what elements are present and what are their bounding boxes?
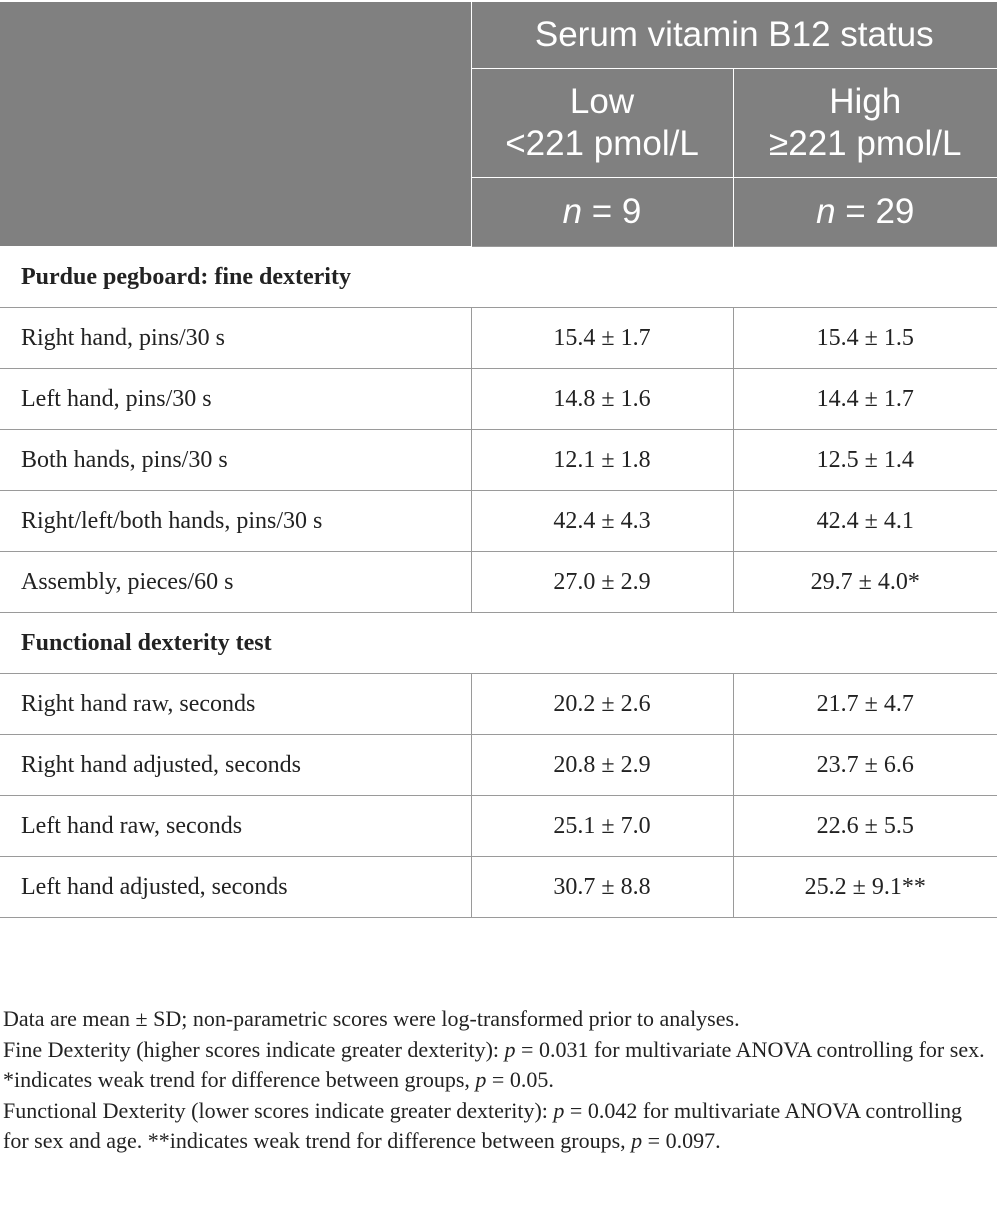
table-row <box>0 735 997 796</box>
column-low-n <box>471 178 733 247</box>
row-label: Left hand raw, seconds <box>0 796 471 857</box>
n-value: = 9 <box>582 192 642 231</box>
results-table <box>0 2 997 918</box>
group-header: Serum vitamin B12 status <box>471 2 997 69</box>
column-high-n <box>733 178 997 247</box>
table-row <box>0 857 997 918</box>
column-low-range: <221 pmol/L <box>505 124 699 163</box>
row-label: Both hands, pins/30 s <box>0 430 471 491</box>
high-value: 23.7 ± 6.6 <box>733 735 997 796</box>
low-value: 20.8 ± 2.9 <box>471 735 733 796</box>
column-high-name: High <box>829 82 902 121</box>
low-value: 15.4 ± 1.7 <box>471 308 733 369</box>
low-value: 12.1 ± 1.8 <box>471 430 733 491</box>
low-value: 30.7 ± 8.8 <box>471 857 733 918</box>
row-label: Right/left/both hands, pins/30 s <box>0 491 471 552</box>
footnote-fine-dexterity: Fine Dexterity (higher scores indicate greater dexterity): p = 0.031 for multivariate ANOVA controlling for sex. *indicates weak trend for difference between groups, p = 0.05. <box>3 1036 985 1093</box>
table-row <box>0 552 997 613</box>
n-symbol: n <box>562 192 583 231</box>
high-value: 25.2 ± 9.1** <box>733 857 997 918</box>
footnote-functional-dexterity: Functional Dexterity (lower scores indicate greater dexterity): p = 0.042 for multivariate ANOVA controlling for sex and age. **indicates weak trend for difference between groups, p = 0.097. <box>3 1097 962 1154</box>
row-label: Assembly, pieces/60 s <box>0 552 471 613</box>
section-title-functional-dexterity: Functional dexterity test <box>0 613 997 674</box>
table-row <box>0 674 997 735</box>
high-value: 21.7 ± 4.7 <box>733 674 997 735</box>
row-label: Right hand adjusted, seconds <box>0 735 471 796</box>
low-value: 14.8 ± 1.6 <box>471 369 733 430</box>
section-title-fine-dexterity: Purdue pegboard: fine dexterity <box>0 247 997 308</box>
high-value: 42.4 ± 4.1 <box>733 491 997 552</box>
high-value: 15.4 ± 1.5 <box>733 308 997 369</box>
table-row <box>0 430 997 491</box>
n-symbol: n <box>816 192 836 231</box>
high-value: 29.7 ± 4.0* <box>733 552 997 613</box>
row-label: Left hand adjusted, seconds <box>0 857 471 918</box>
table-row <box>0 369 997 430</box>
header-corner <box>0 2 471 247</box>
footnote-data-description: Data are mean ± SD; non-parametric scores were log-transformed prior to analyses. <box>3 1006 740 1031</box>
table-row <box>0 491 997 552</box>
section-row <box>0 613 997 674</box>
high-value: 12.5 ± 1.4 <box>733 430 997 491</box>
table-header <box>0 2 997 247</box>
table-row <box>0 308 997 369</box>
high-value: 22.6 ± 5.5 <box>733 796 997 857</box>
table-body <box>0 247 997 918</box>
low-value: 27.0 ± 2.9 <box>471 552 733 613</box>
low-value: 20.2 ± 2.6 <box>471 674 733 735</box>
row-label: Right hand raw, seconds <box>0 674 471 735</box>
section-row <box>0 247 997 308</box>
row-label: Left hand, pins/30 s <box>0 369 471 430</box>
column-high-range: ≥221 pmol/L <box>769 124 962 163</box>
column-low-name: Low <box>569 82 635 121</box>
row-label: Right hand, pins/30 s <box>0 308 471 369</box>
n-value: = 29 <box>835 192 915 231</box>
table-footnotes <box>3 1004 993 1157</box>
column-header-low <box>471 69 733 178</box>
table-row <box>0 796 997 857</box>
low-value: 42.4 ± 4.3 <box>471 491 733 552</box>
column-header-high <box>733 69 997 178</box>
high-value: 14.4 ± 1.7 <box>733 369 997 430</box>
low-value: 25.1 ± 7.0 <box>471 796 733 857</box>
